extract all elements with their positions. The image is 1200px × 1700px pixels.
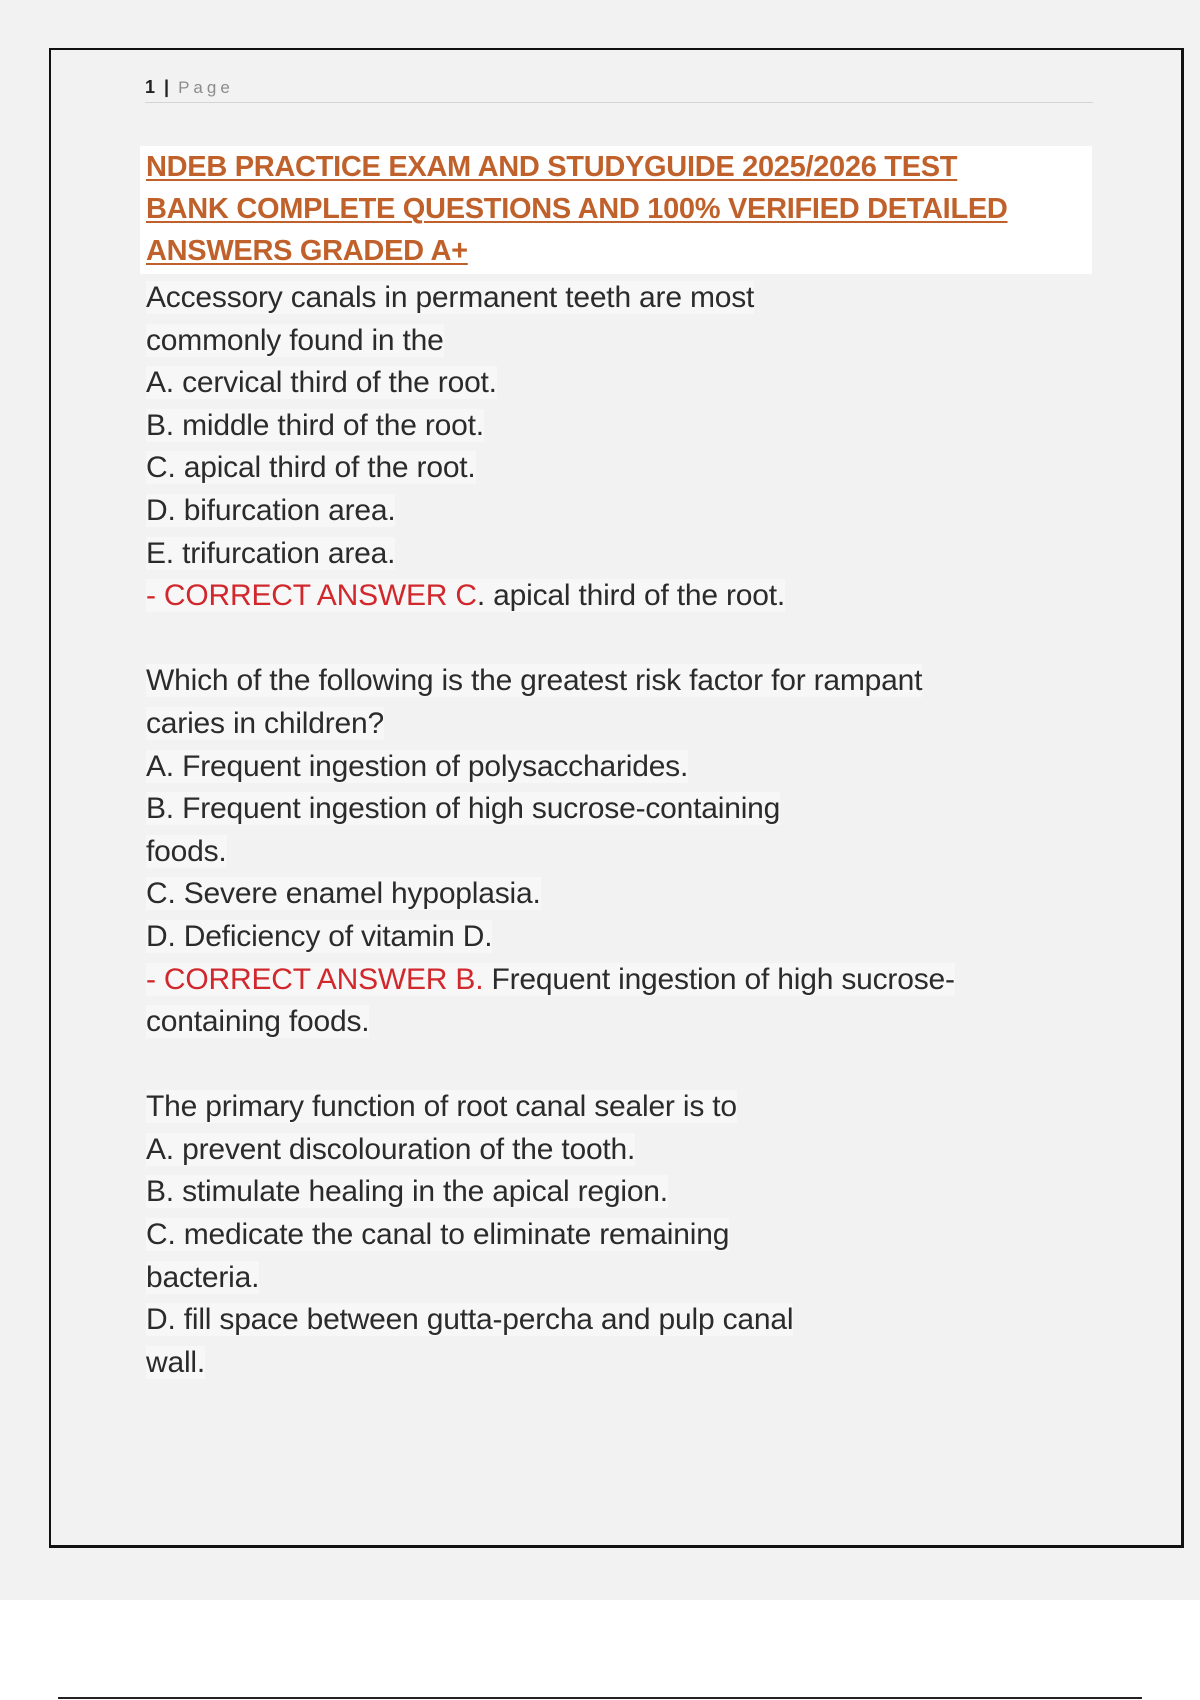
option-c-cont: bacteria. [146,1260,260,1294]
option-c: C. medicate the canal to eliminate remaining [146,1218,730,1252]
option-e: E. trifurcation area. [146,536,396,570]
correct-answer-cont: containing foods. [146,1005,370,1039]
page-separator: | [164,77,170,97]
option-b: B. middle third of the root. [146,408,484,442]
title-line: NDEB PRACTICE EXAM AND STUDYGUIDE 2025/2026 TEST [146,151,958,183]
question-list [146,277,1086,1384]
correct-answer-text: Frequent ingestion of high sucrose- [483,962,955,996]
correct-answer-text: . apical third of the root. [476,579,785,613]
option-a: A. prevent discolouration of the tooth. [146,1132,636,1166]
question-stem: commonly found in the [146,323,444,357]
correct-answer [146,959,1086,1002]
option-d: D. bifurcation area. [146,493,396,527]
option-b: B. Frequent ingestion of high sucrose-containing [146,792,781,826]
next-page-rule [58,1697,1142,1699]
option-c: C. apical third of the root. [146,451,476,485]
option-b-cont: foods. [146,834,227,868]
question-2 [146,660,1086,1043]
option-b: B. stimulate healing in the apical region. [146,1175,668,1209]
question-stem: caries in children? [146,706,384,740]
option-c: C. Severe enamel hypoplasia. [146,877,541,911]
question-spacer [146,1044,1086,1087]
option-d: D. fill space between gutta-percha and pulp canal [146,1303,794,1337]
option-a: A. cervical third of the root. [146,366,497,400]
question-stem: Accessory canals in permanent teeth are most [146,281,755,314]
question-3 [146,1086,1086,1384]
title-line: ANSWERS GRADED A+ [146,235,468,267]
page-word: Page [178,78,234,97]
option-a: A. Frequent ingestion of polysaccharides. [146,749,689,783]
correct-answer-label: - CORRECT ANSWER C [146,579,477,613]
page-header [145,74,1093,103]
option-d: D. Deficiency of vitamin D. [146,919,493,953]
correct-answer-label: - CORRECT ANSWER B. [146,962,484,996]
page-number: 1 [145,77,156,97]
question-spacer [146,618,1086,661]
question-stem: The primary function of root canal sealer is to [146,1090,737,1124]
title-line: BANK COMPLETE QUESTIONS AND 100% VERIFIED DETAILED [146,193,1008,225]
question-1 [146,277,1086,618]
question-stem: Which of the following is the greatest risk factor for rampant [146,664,923,698]
document-title [140,146,1092,274]
option-d-cont: wall. [146,1345,206,1379]
correct-answer [146,575,1086,618]
